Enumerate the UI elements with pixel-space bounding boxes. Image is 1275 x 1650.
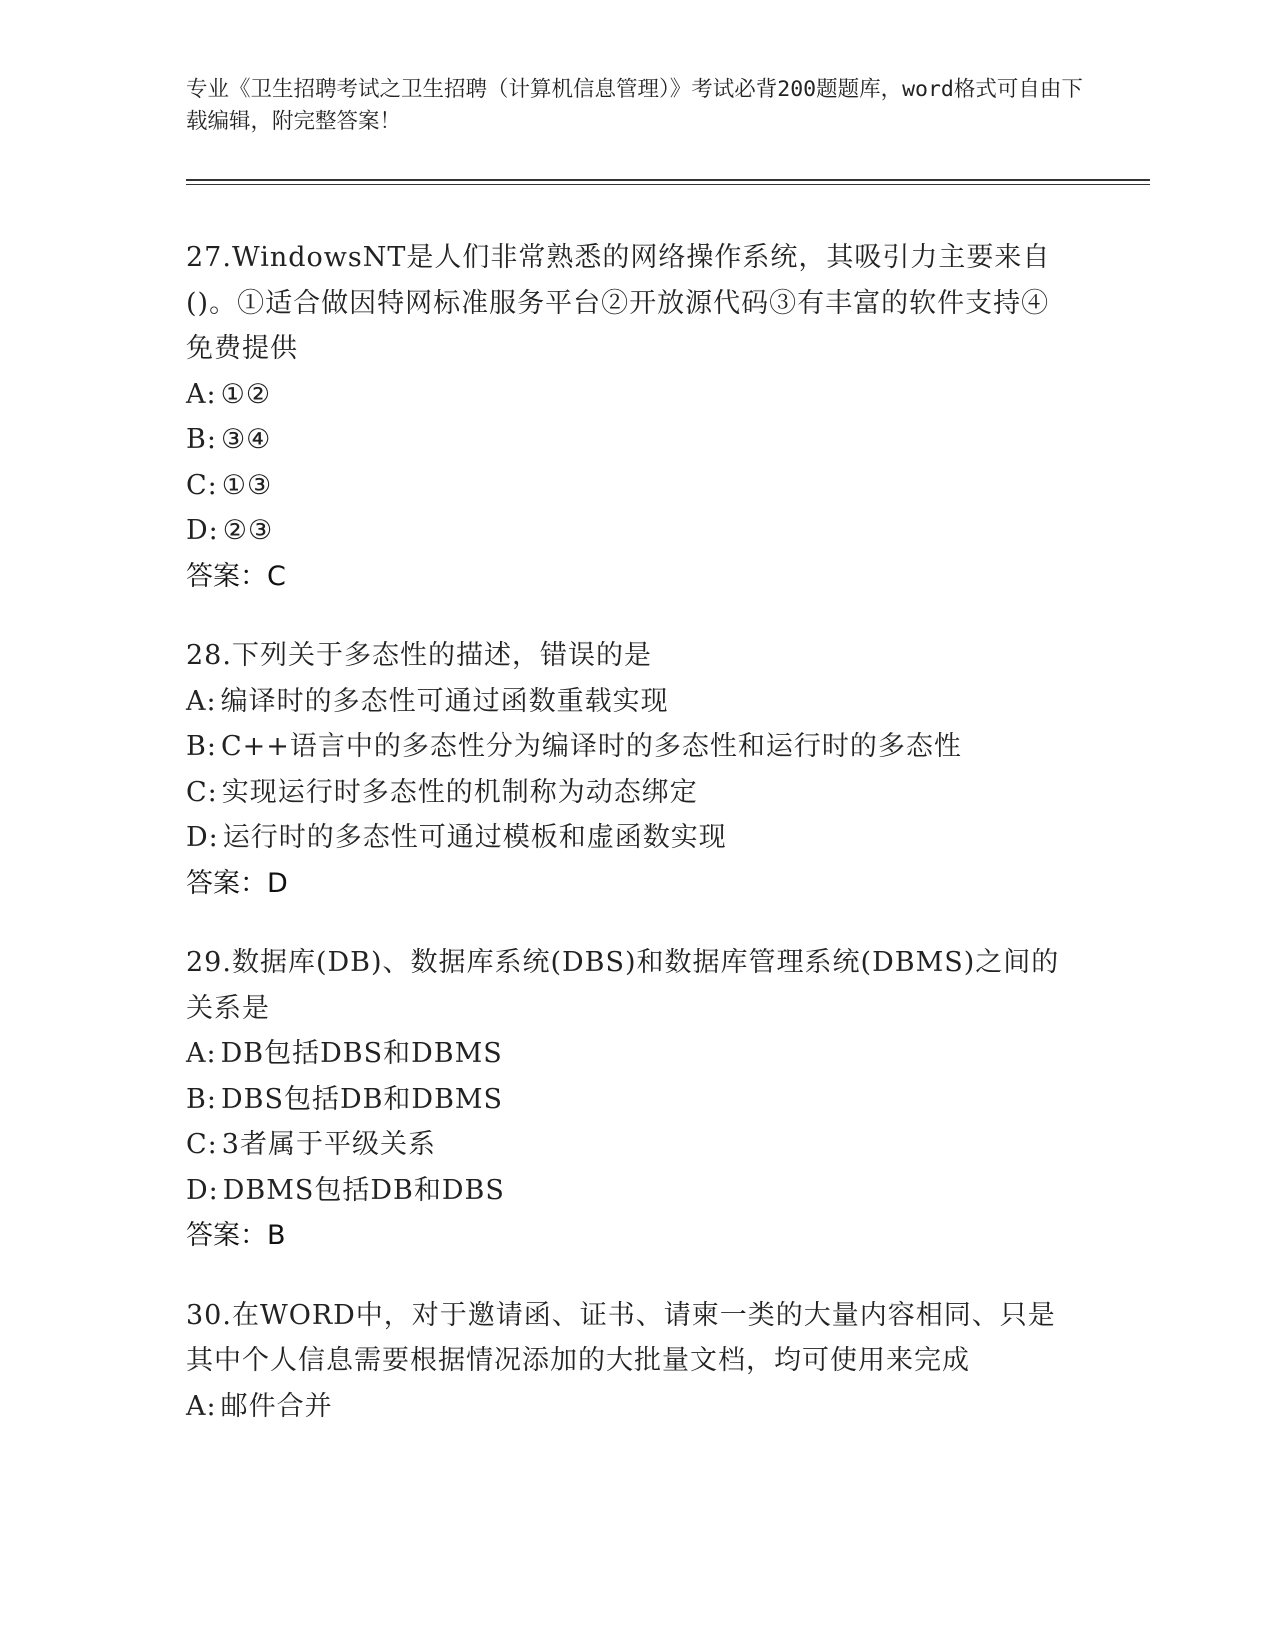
option-text: ②③ — [222, 515, 274, 546]
option-letter: C: — [186, 776, 218, 808]
option-b — [186, 724, 1066, 770]
option-letter: C: — [186, 469, 218, 501]
option-letter: A: — [186, 1390, 217, 1422]
option-text: 邮件合并 — [220, 1390, 333, 1422]
option-text: C++语言中的多态性分为编译时的多态性和运行时的多态性 — [220, 731, 962, 762]
question-stem: 27.WindowsNT是人们非常熟悉的网络操作系统，其吸引力主要来自()。①适合做因特网标准服务平台②开放源代码③有丰富的软件支持④免费提供 — [186, 242, 1051, 364]
question-30 — [186, 1293, 1066, 1430]
option-letter: D: — [186, 1174, 219, 1206]
answer-line: 答案：B — [186, 1220, 286, 1251]
option-letter: D: — [186, 515, 219, 546]
option-text: DBS包括DB和DBMS — [220, 1083, 504, 1115]
option-letter: B: — [186, 731, 217, 762]
question-28 — [186, 633, 1066, 906]
option-letter: A: — [186, 685, 217, 717]
option-a — [186, 679, 1066, 725]
option-c — [186, 1122, 1066, 1168]
option-text: ①② — [220, 378, 272, 410]
option-letter: B: — [186, 424, 217, 455]
question-27 — [186, 235, 1066, 599]
option-a — [186, 1384, 1066, 1430]
option-letter: B: — [186, 1083, 217, 1115]
option-text: ③④ — [220, 424, 272, 455]
option-text: ①③ — [221, 469, 273, 501]
option-letter: A: — [186, 1038, 217, 1069]
option-c — [186, 770, 1066, 816]
answer-line: 答案：C — [186, 560, 286, 592]
option-text: 运行时的多态性可通过模板和虚函数实现 — [222, 822, 727, 853]
option-d — [186, 815, 1066, 861]
option-text: DBMS包括DB和DBS — [222, 1174, 505, 1206]
option-b — [186, 1077, 1066, 1123]
question-stem: 29.数据库(DB)、数据库系统(DBS)和数据库管理系统(DBMS)之间的关系是 — [186, 947, 1060, 1024]
option-text: 3者属于平级关系 — [221, 1129, 436, 1160]
question-stem: 28.下列关于多态性的描述，错误的是 — [186, 640, 652, 671]
option-letter: C: — [186, 1129, 218, 1160]
option-b — [186, 417, 1066, 463]
option-c — [186, 463, 1066, 509]
option-d — [186, 508, 1066, 554]
answer-line: 答案：D — [186, 867, 288, 899]
option-text: 实现运行时多态性的机制称为动态绑定 — [221, 776, 698, 808]
header-divider-secondary — [186, 184, 1150, 185]
option-letter: D: — [186, 822, 219, 853]
document-header: 专业《卫生招聘考试之卫生招聘（计算机信息管理）》考试必背200题题库，word格式可自由下载编辑，附完整答案！ — [186, 77, 1083, 134]
option-text: DB包括DBS和DBMS — [220, 1038, 503, 1069]
option-d — [186, 1168, 1066, 1214]
question-29 — [186, 940, 1066, 1259]
option-text: 编译时的多态性可通过函数重载实现 — [220, 685, 669, 717]
question-list — [186, 235, 1066, 1463]
option-letter: A: — [186, 378, 217, 410]
header-divider — [186, 179, 1150, 181]
question-stem: 30.在WORD中，对于邀请函、证书、请柬一类的大量内容相同、只是其中个人信息需要根据情况添加的大批量文档，均可使用来完成 — [186, 1299, 1056, 1376]
option-a — [186, 372, 1066, 418]
option-a — [186, 1031, 1066, 1077]
